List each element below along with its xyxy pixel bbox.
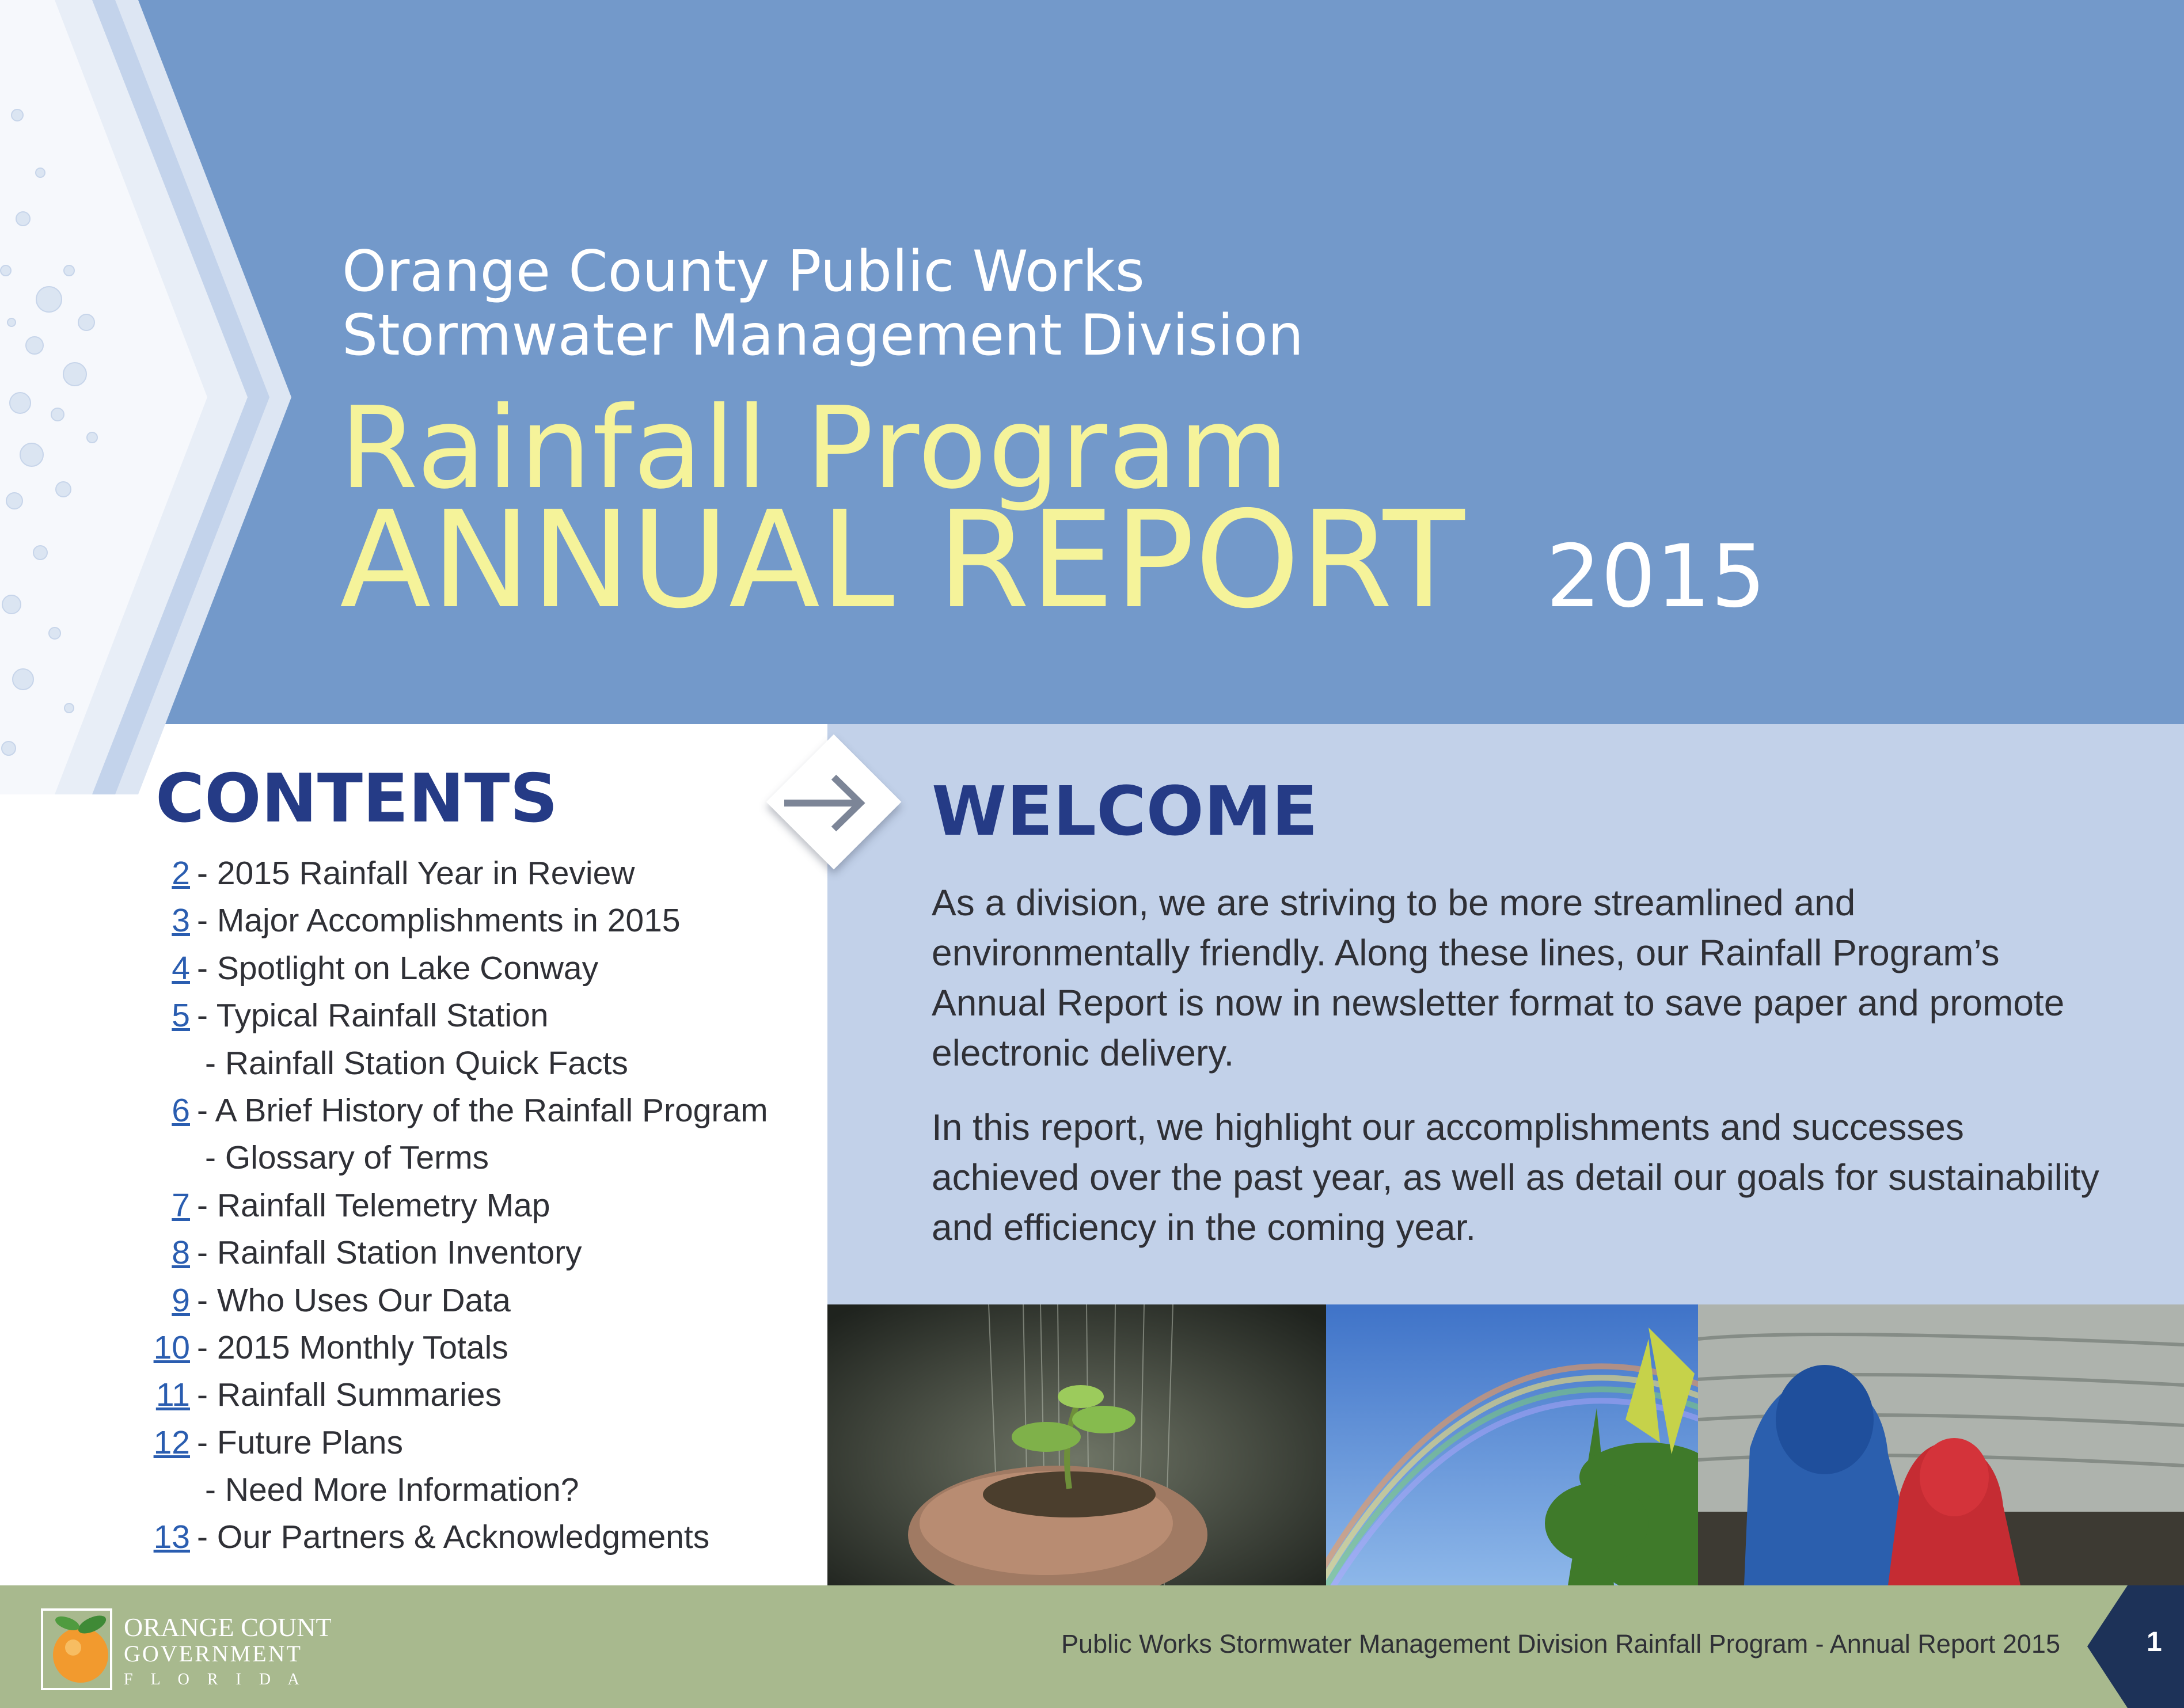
toc-label: - Who Uses Our Data: [197, 1281, 511, 1319]
toc-label: - Rainfall Telemetry Map: [197, 1186, 550, 1224]
toc-item: [150, 1419, 812, 1466]
photo-hands-seedling: [827, 1304, 1326, 1585]
page-number: 1: [2147, 1627, 2162, 1657]
toc-subitem: [150, 1134, 812, 1181]
toc-page-link[interactable]: 10: [153, 1329, 190, 1366]
toc-label: - 2015 Rainfall Year in Review: [197, 855, 635, 892]
toc-item: [150, 1277, 812, 1324]
toc-item: [150, 992, 812, 1039]
toc-page-link[interactable]: 13: [153, 1519, 190, 1556]
welcome-paragraph-1: As a division, we are striving to be more streamlined and environmentally friendly. Along these lines, our Rainfall Program’s Annual Report is now in newsletter format to save paper and promote electronic delivery.: [932, 882, 2065, 1074]
toc-label: - Rainfall Station Inventory: [197, 1234, 582, 1272]
toc-page-link[interactable]: 5: [172, 997, 190, 1034]
orange-logo-icon: [53, 1612, 109, 1683]
welcome-paragraph-2: In this report, we highlight our accomplishments and successes achieved over the past year, as well as detail our goals for sustainability and efficiency in the coming year.: [932, 1106, 2099, 1248]
toc-item: [150, 897, 812, 944]
toc-page-link[interactable]: 12: [153, 1424, 190, 1461]
toc-label: - Future Plans: [197, 1424, 403, 1461]
toc-label: - Rainfall Summaries: [197, 1376, 502, 1414]
org-name-line-2: Stormwater Management Division: [342, 303, 1304, 368]
photo-strip: [827, 1304, 2184, 1585]
report-year: 2015: [1546, 527, 1766, 627]
toc-item: [150, 1371, 812, 1418]
toc-page-link[interactable]: 4: [172, 949, 190, 987]
toc-page-link[interactable]: 9: [172, 1281, 190, 1319]
photo-children-raincoats: [1698, 1304, 2184, 1585]
toc-label: - 2015 Monthly Totals: [197, 1329, 508, 1366]
toc-page-link[interactable]: 6: [172, 1091, 190, 1129]
toc-item: [150, 850, 812, 897]
toc-page-link[interactable]: 7: [172, 1186, 190, 1224]
chevron-decoration: [0, 0, 322, 794]
toc-label: - Glossary of Terms: [205, 1139, 489, 1177]
toc-item: [150, 1324, 812, 1371]
toc-item: [150, 945, 812, 992]
page-number-tab: [2087, 1585, 2184, 1708]
program-title: Rainfall Program: [340, 383, 1290, 514]
toc-label: - Rainfall Station Quick Facts: [205, 1044, 628, 1082]
org-name-line-1: Orange County Public Works: [342, 239, 1145, 305]
toc-item: [150, 1229, 812, 1276]
orange-county-logo: [32, 1606, 331, 1692]
contents-heading: CONTENTS: [155, 760, 558, 838]
welcome-heading: WELCOME: [932, 771, 1318, 851]
contents-list: [150, 850, 812, 1561]
toc-item: [150, 1087, 812, 1134]
toc-page-link[interactable]: 11: [155, 1376, 190, 1414]
toc-label: - Our Partners & Acknowledgments: [197, 1519, 710, 1556]
toc-label: - Need More Information?: [205, 1471, 579, 1509]
logo-line-1: ORANGE COUNTY: [124, 1612, 331, 1642]
toc-page-link[interactable]: 2: [172, 855, 190, 892]
toc-label: - Major Accomplishments in 2015: [197, 902, 681, 939]
report-title: ANNUAL REPORT: [340, 482, 1465, 638]
photo-rainbow-palms: [1326, 1304, 1698, 1585]
toc-page-link[interactable]: 8: [172, 1234, 190, 1272]
toc-subitem: [150, 1040, 812, 1087]
toc-label: - Spotlight on Lake Conway: [197, 949, 599, 987]
toc-subitem: [150, 1466, 812, 1513]
toc-item: [150, 1513, 812, 1561]
logo-line-2: GOVERNMENT: [124, 1641, 302, 1667]
toc-item: [150, 1182, 812, 1229]
logo-line-3: F L O R I D A: [124, 1671, 306, 1688]
toc-page-link[interactable]: 3: [172, 902, 190, 939]
toc-label: - A Brief History of the Rainfall Program: [197, 1091, 768, 1129]
footer-caption: Public Works Stormwater Management Division Rainfall Program - Annual Report 2015: [1061, 1629, 2060, 1658]
toc-label: - Typical Rainfall Station: [197, 997, 549, 1034]
arrow-right-icon: [778, 771, 871, 835]
